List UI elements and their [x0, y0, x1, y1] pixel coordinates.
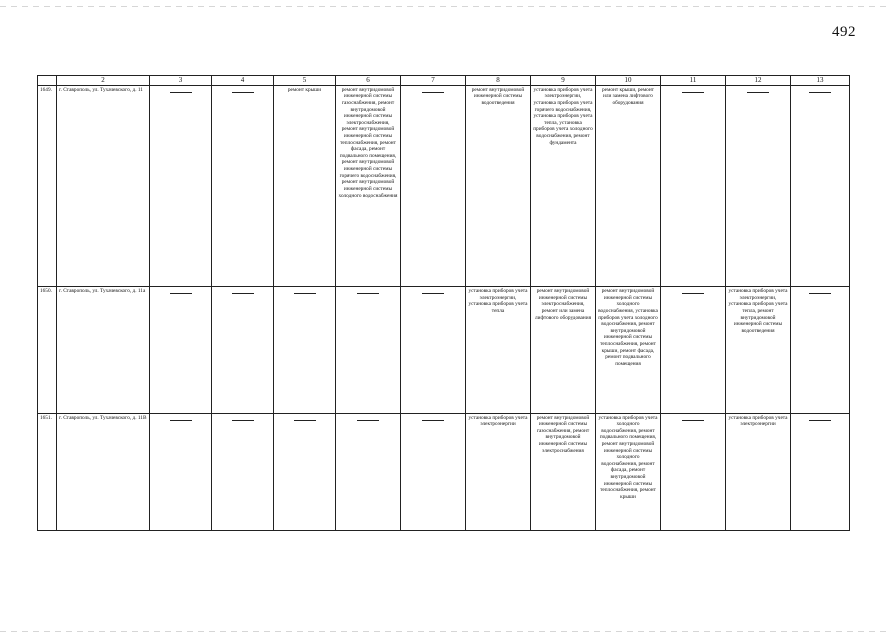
page-number: 492 [832, 24, 856, 40]
empty-dash [170, 293, 192, 294]
empty-dash [422, 293, 444, 294]
table-cell: ремонт внутридомовой инженерной системы водоотведения [466, 85, 531, 286]
column-header: 12 [726, 76, 791, 86]
empty-dash [294, 293, 316, 294]
table-cell [401, 287, 466, 413]
table-row [38, 413, 850, 530]
column-header: 5 [274, 76, 336, 86]
column-header: 11 [661, 76, 726, 86]
table-cell [212, 85, 274, 286]
table-cell: ремонт внутридомовой инженерной системы электроснабжения, ремонт или замена лифтового оборудования [531, 287, 596, 413]
column-header: 13 [791, 76, 850, 86]
table-cell: установка приборов учета электроэнергии, установка приборов учета тепла [466, 287, 531, 413]
table-cell [401, 413, 466, 530]
table-cell [274, 413, 336, 530]
table-cell [150, 85, 212, 286]
table-cell [150, 287, 212, 413]
empty-dash [422, 420, 444, 421]
empty-dash [809, 420, 831, 421]
row-address: г. Ставрополь, ул. Тухачевского, д. 11 [57, 85, 150, 286]
empty-dash [232, 420, 254, 421]
table-cell: установка приборов учета электроэнергии [726, 413, 791, 530]
table-cell: ремонт крыши, ремонт или замена лифтового оборудования [596, 85, 661, 286]
column-header: 8 [466, 76, 531, 86]
empty-dash [747, 92, 769, 93]
scan-edge-top [0, 6, 890, 7]
table-cell: установка приборов учета холодного водоснабжения, ремонт подвального помещения, ремонт внутридомовой инженерной системы холодного водоснабжения, ремонт фасада, ремонт внутридомовой инженерной системы теплоснабжения, ремонт крыши [596, 413, 661, 530]
table-cell [401, 85, 466, 286]
table-cell [274, 287, 336, 413]
empty-dash [809, 92, 831, 93]
table-cell [791, 85, 850, 286]
row-number: 1651. [38, 413, 57, 530]
row-address: г. Ставрополь, ул. Тухачевского, д. 11а [57, 287, 150, 413]
table-cell: установка приборов учета электроэнергии, установка приборов учета горячего водоснабжения, установка приборов учета тепла, установка приборов учета холодного водоснабжения, ремонт фундамента [531, 85, 596, 286]
empty-dash [682, 293, 704, 294]
scan-edge-bottom [0, 631, 890, 632]
table-cell [212, 413, 274, 530]
row-number: 1649. [38, 85, 57, 286]
table-cell [726, 85, 791, 286]
table-row [38, 85, 850, 286]
table-cell: ремонт внутридомовой инженерной системы газоснабжения, ремонт внутридомовой инженерной системы электроснабжения, ремонт внутридомовой инженерной системы теплоснабжения, ремонт фасада, ремонт подвального помещения, ремонт внутридомовой инженерной системы горячего водоснабжения, ремонт внутридомовой инженерной системы холодного водоснабжения [336, 85, 401, 286]
column-header: 2 [57, 76, 150, 86]
table-cell [661, 413, 726, 530]
table-cell [661, 287, 726, 413]
empty-dash [809, 293, 831, 294]
column-header [38, 76, 57, 86]
row-number: 1650. [38, 287, 57, 413]
column-header: 10 [596, 76, 661, 86]
column-header: 3 [150, 76, 212, 86]
column-header: 7 [401, 76, 466, 86]
table-cell: установка приборов учета электроэнергии [466, 413, 531, 530]
empty-dash [357, 293, 379, 294]
table-cell: установка приборов учета электроэнергии, установка приборов учета тепла, ремонт внутридомовой инженерной системы водоотведения [726, 287, 791, 413]
empty-dash [170, 92, 192, 93]
empty-dash [682, 420, 704, 421]
table-cell [150, 413, 212, 530]
column-header: 4 [212, 76, 274, 86]
empty-dash [294, 420, 316, 421]
empty-dash [682, 92, 704, 93]
table-cell [336, 287, 401, 413]
table-cell [661, 85, 726, 286]
empty-dash [232, 293, 254, 294]
table-row [38, 287, 850, 413]
table-cell: ремонт крыши [274, 85, 336, 286]
table-cell [791, 287, 850, 413]
table-cell [791, 413, 850, 530]
empty-dash [232, 92, 254, 93]
table-cell: ремонт внутридомовой инженерной системы холодного водоснабжения, установка приборов учета холодного водоснабжения, ремонт внутридомовой инженерной системы теплоснабжения, ремонт крыши, ремонт фасада, ремонт подвального помещения [596, 287, 661, 413]
row-address: г. Ставрополь, ул. Тухачевского, д. 11В [57, 413, 150, 530]
empty-dash [357, 420, 379, 421]
empty-dash [422, 92, 444, 93]
table-cell: ремонт внутридомовой инженерной системы газоснабжения, ремонт внутридомовой инженерной системы электроснабжения [531, 413, 596, 530]
table-cell [336, 413, 401, 530]
repair-schedule-table [37, 75, 850, 531]
column-header: 6 [336, 76, 401, 86]
header-row [38, 76, 850, 86]
column-header: 9 [531, 76, 596, 86]
empty-dash [170, 420, 192, 421]
table-cell [212, 287, 274, 413]
